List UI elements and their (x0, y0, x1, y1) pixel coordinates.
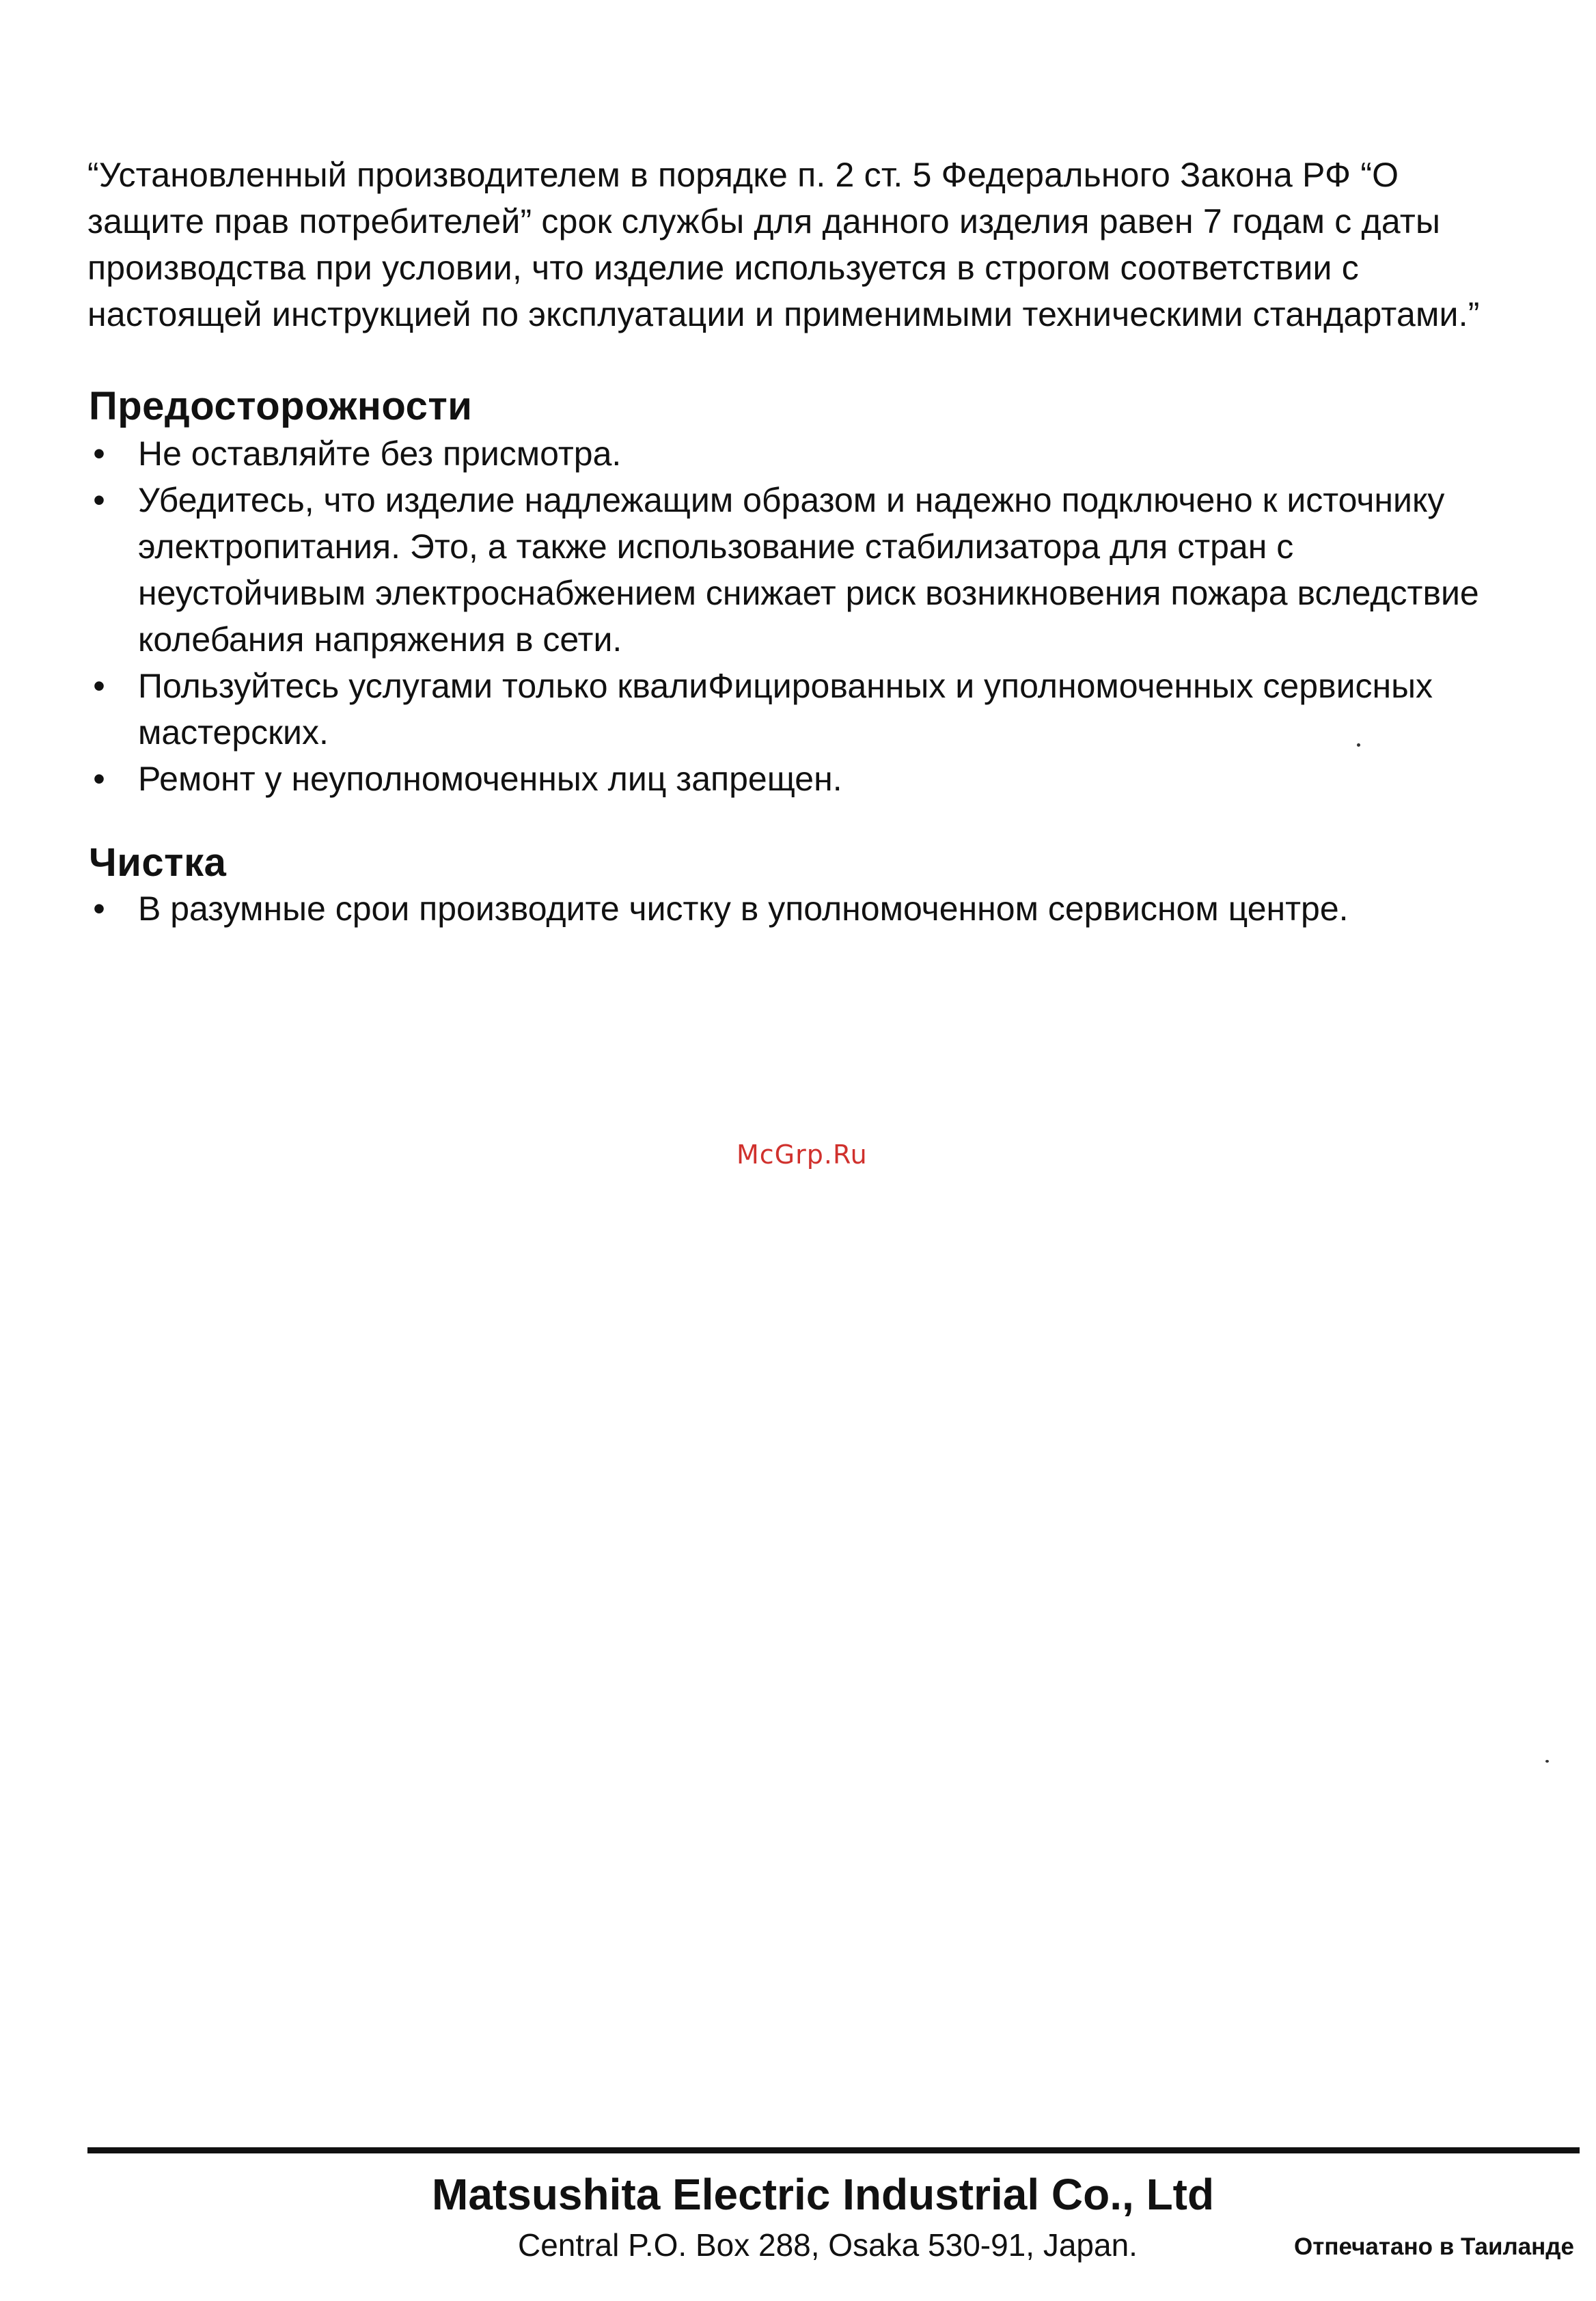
bullet-icon: • (93, 890, 105, 928)
list-item-text: неустойчивым электроснабжением снижает риск возникновения пожара вследствие (138, 574, 1479, 612)
list-item (89, 477, 1558, 663)
list-item (89, 885, 1558, 932)
paragraph-line: настоящей инструкцией по эксплуатации и применимыми техническими стандартами.” (87, 295, 1480, 333)
list-item-text: Ремонт у неуполномоченных лиц запрещен. (138, 760, 842, 798)
company-address: Central P.O. Box 288, Osaka 530-91, Japan. (518, 2227, 1138, 2263)
printed-in-note: Отпечатано в Таиланде (1294, 2233, 1574, 2260)
list-item-text: мастерских. (138, 713, 329, 752)
company-name: Matsushita Electric Industrial Co., Ltd (432, 2170, 1215, 2219)
list-item (89, 756, 1558, 802)
precautions-heading: Предосторожности (89, 384, 473, 428)
list-item (89, 430, 1558, 477)
paragraph-line: производства при условии, что изделие используется в строгом соответствии с (87, 249, 1359, 287)
bullet-icon: • (93, 760, 105, 798)
paragraph-line: “Установленный производителем в порядке п. 2 ст. 5 Федерального Закона РФ “О (87, 156, 1399, 194)
scan-speck (1545, 1760, 1549, 1763)
cleaning-list (89, 885, 1558, 932)
scan-speck (1357, 743, 1360, 747)
precautions-list (89, 430, 1558, 802)
bullet-icon: • (93, 481, 105, 519)
list-item-text: колебания напряжения в сети. (138, 620, 622, 659)
service-life-paragraph (87, 152, 1556, 337)
list-item-text: В разумные срои производите чистку в уполномоченном сервисном центре. (138, 890, 1349, 928)
list-item-text: Убедитесь, что изделие надлежащим образом и надежно подключено к источнику (138, 481, 1445, 519)
cleaning-heading: Чистка (89, 840, 227, 885)
bullet-icon: • (93, 435, 105, 473)
list-item (89, 663, 1558, 756)
paragraph-line: защите прав потребителей” срок службы для данного изделия равен 7 годам с даты (87, 202, 1441, 240)
bullet-icon: • (93, 667, 105, 705)
list-item-text: Не оставляйте без присмотра. (138, 435, 622, 473)
list-item-text: Пользуйтесь услугами только квалиФицированных и уполномоченных сервисных (138, 667, 1433, 705)
list-item-text: электропитания. Это, а также использование стабилизатора для стран с (138, 527, 1294, 566)
watermark-link[interactable]: McGrp.Ru (737, 1140, 868, 1170)
footer-divider (87, 2147, 1580, 2153)
